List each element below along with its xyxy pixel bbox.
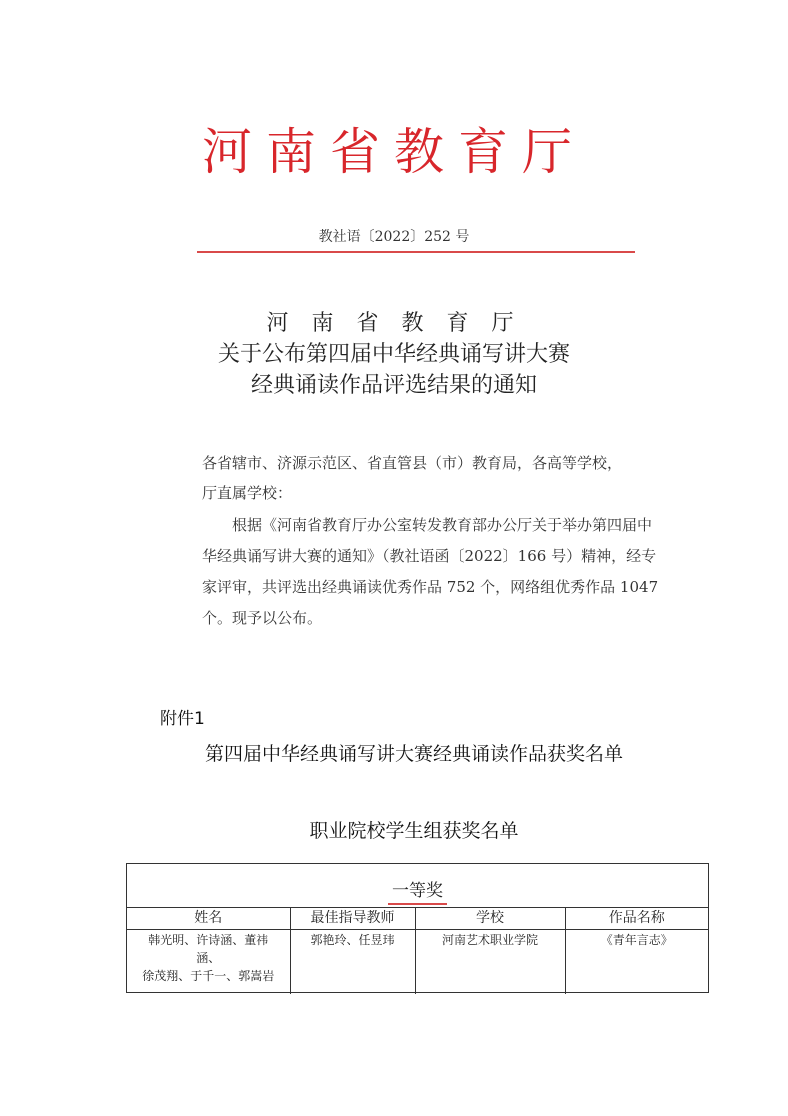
attachment-title: 第四届中华经典诵写讲大赛经典诵读作品获奖名单: [204, 743, 623, 765]
prize-row: [127, 864, 708, 908]
document-number: 教社语〔2022〕252 号: [318, 229, 470, 245]
prize-label: 一等奖: [388, 876, 447, 905]
cell-teachers: 郭艳玲、任昱玮: [290, 930, 415, 995]
header-school: 学校: [415, 908, 565, 930]
attachment-label: 附件1: [160, 709, 205, 729]
addressee-line2: 厅直属学校：: [202, 484, 293, 502]
names-line2: 涵、: [196, 951, 221, 965]
cell-school: 河南艺术职业学院: [415, 930, 565, 995]
notice-heading-line3: 经典诵读作品评选结果的通知: [250, 373, 537, 398]
award-table: [126, 863, 709, 993]
addressee-line1: 各省辖市、济源示范区、省直管县（市）教育局，各高等学校，: [202, 454, 623, 472]
header-teacher: 最佳指导教师: [290, 908, 415, 930]
ministry-title: 河南省教育厅: [202, 123, 586, 181]
table-row: [127, 930, 708, 995]
notice-paragraph: 根据《河南省教育厅办公室转发教育部办公厅关于举办第四届中华经典诵写讲大赛的通知》（教社语函〔2022〕166 号）精神，经专家评审，共评选出经典诵读优秀作品 752 个，网络组优秀作品 1047 个。现予以公布。: [202, 516, 659, 627]
notice-heading-line2: 关于公布第四届中华经典诵写讲大赛: [217, 342, 570, 367]
header-name: 姓名: [127, 908, 290, 930]
red-divider: [197, 251, 635, 253]
names-line3: 徐茂翔、于千一、郭嵩岩: [142, 969, 275, 983]
names-line1: 韩光明、许诗涵、董祎: [148, 933, 269, 947]
notice-heading-issuer: 河 南 省 教 育 厅: [266, 311, 522, 336]
group-title: 职业院校学生组获奖名单: [309, 820, 519, 842]
cell-names: [127, 930, 290, 995]
header-work: 作品名称: [565, 908, 708, 930]
notice-heading: [0, 308, 788, 401]
award-grid: [127, 908, 708, 994]
cell-work: 《青年言志》: [600, 933, 673, 947]
addressee: [202, 448, 662, 508]
table-header-row: [127, 908, 708, 930]
